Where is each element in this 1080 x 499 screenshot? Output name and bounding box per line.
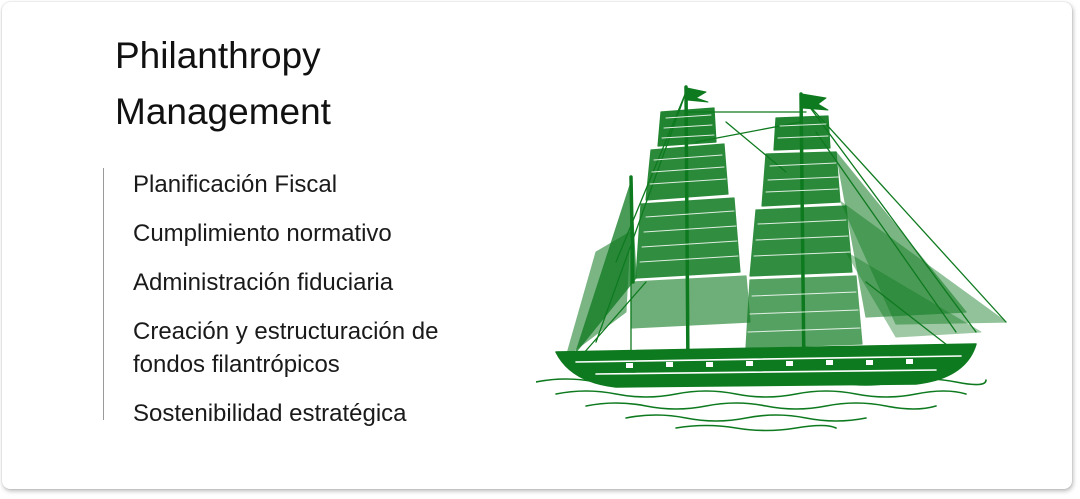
services-list [133, 168, 493, 446]
service-item: Planificación Fiscal [133, 171, 338, 198]
content-card [2, 2, 1072, 489]
sailing-ship-icon [536, 82, 1016, 432]
service-item: Administración fiduciaria [133, 269, 394, 296]
service-item: Sostenibilidad estratégica [133, 400, 407, 427]
service-item: Cumplimiento normativo [133, 220, 392, 247]
services-divider [103, 168, 104, 420]
page-title-line-1: Philanthropy [115, 35, 321, 76]
page-title-line-2: Management [115, 91, 331, 132]
service-item: Creación y estructuración de fondos filantrópicos [133, 318, 439, 378]
page-title [115, 28, 331, 140]
